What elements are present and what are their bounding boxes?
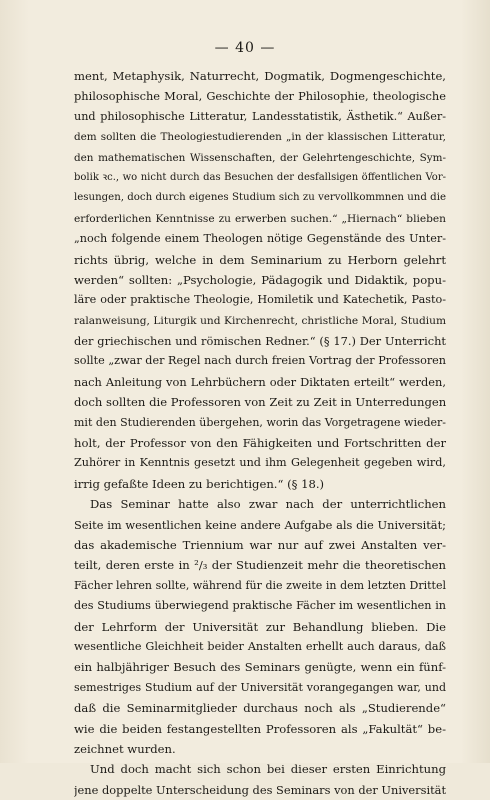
text-line: irrig gefaßte Ideen zu berichtigen.“ (§ 18.) xyxy=(74,476,325,491)
text-line: teilt, deren erste in ²/₃ der Studienzeit mehr die theoretischen xyxy=(74,558,446,573)
text-line: jene doppelte Unterscheidung des Seminars von der Universität xyxy=(74,782,446,797)
text-line: semestriges Studium auf der Universität vorangegangen war, und xyxy=(74,680,446,694)
text-line: der Lehrform der Universität zur Behandlung blieben. Die xyxy=(74,619,446,634)
text-line: ralanweisung, Liturgik und Kirchenrecht, christliche Moral, Studium xyxy=(74,314,446,327)
page-number: — 40 — xyxy=(214,40,276,56)
text-line: des Studiums überwiegend praktische Fächer im wesentlichen in xyxy=(74,599,446,613)
text-line: Fächer lehren sollte, während für die zweite in dem letzten Drittel xyxy=(74,578,446,592)
text-line: wie die beiden festangestellten Professoren als „Fakultät“ be- xyxy=(74,721,446,736)
text-line: läre oder praktische Theologie, Homiletik und Katechetik, Pasto- xyxy=(74,293,446,307)
text-line: lesungen, doch durch eigenes Studium sich zu vervollkommnen und die xyxy=(74,192,446,204)
text-line: wesentliche Gleichheit beider Anstalten erhellt auch daraus, daß xyxy=(74,639,446,653)
text-line: doch sollten die Professoren von Zeit zu Zeit in Unterredungen xyxy=(74,395,446,410)
text-line: mit den Studierenden übergehen, worin das Vorgetragene wieder- xyxy=(74,415,446,429)
text-line: philosophische Moral, Geschichte der Philosophie, theologische xyxy=(74,89,446,104)
text-line: daß die Seminarmitglieder durchaus noch als „Studierende“ xyxy=(74,701,446,716)
text-line: richts übrig, welche in dem Seminarium zu Herborn gelehrt xyxy=(74,252,446,267)
text-line: nach Anleitung von Lehrbüchern oder Diktaten erteilt“ werden, xyxy=(74,374,446,389)
text-line: ment, Metaphysik, Naturrecht, Dogmatik, Dogmengeschichte, xyxy=(74,69,446,83)
text-line: und philosophische Litteratur, Landesstatistik, Ästhetik.“ Außer- xyxy=(74,109,446,123)
text-line: zeichnet wurden. xyxy=(74,741,176,756)
text-line: erforderlichen Kenntnisse zu erwerben suchen.“ „Hiernach“ blieben xyxy=(74,212,446,225)
text-line: „noch folgende einem Theologen nötige Gegenstände des Unter- xyxy=(74,232,446,246)
text-line: Zuhörer in Kenntnis gesetzt und ihm Gelegenheit gegeben wird, xyxy=(74,456,446,470)
text-line: holt, der Professor von den Fähigkeiten und Fortschritten der xyxy=(74,436,446,451)
body-text xyxy=(74,66,446,800)
text-line: Und doch macht sich schon bei dieser ersten Einrichtung xyxy=(90,762,446,777)
text-line: der griechischen und römischen Redner.“ (§ 17.) Der Unterricht xyxy=(74,334,446,349)
text-line: das akademische Triennium war nur auf zwei Anstalten ver- xyxy=(74,537,446,552)
text-line: bolik ꝛc., wo nicht durch das Besuchen der desfallsigen öffentlichen Vor- xyxy=(74,171,446,183)
text-line: sollte „zwar der Regel nach durch freien Vortrag der Professoren xyxy=(74,354,446,368)
text-line: Das Seminar hatte also zwar nach der unterrichtlichen xyxy=(90,497,446,512)
text-line: Seite im wesentlichen keine andere Aufgabe als die Universität; xyxy=(74,517,446,532)
text-line: werden“ sollten: „Psychologie, Pädagogik und Didaktik, popu- xyxy=(74,272,446,287)
text-line: dem sollten die Theologiestudierenden „in der klassischen Litteratur, xyxy=(74,131,446,144)
text-line: ein halbjähriger Besuch des Seminars genügte, wenn ein fünf- xyxy=(74,660,446,675)
text-line: den mathematischen Wissenschaften, der Gelehrtengeschichte, Sym- xyxy=(74,151,446,164)
